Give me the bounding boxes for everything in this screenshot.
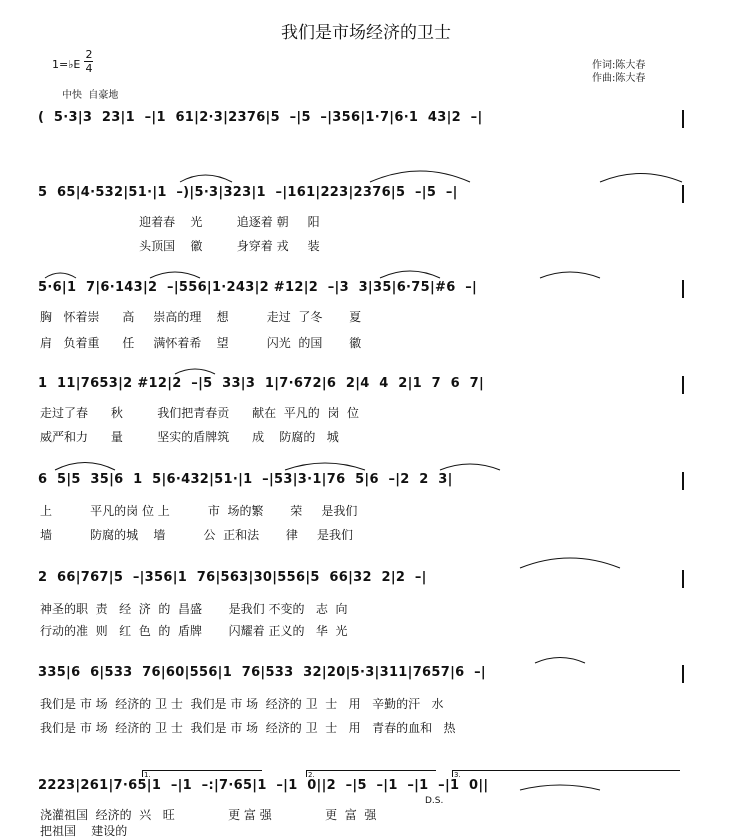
end-barline: [682, 472, 684, 490]
lyrics-verse-2: 墙 防腐的城 墙 公 正和法 律 是我们: [40, 528, 353, 542]
notes-line: ( 5·3|3 23|1 –|1 61|2·3|2376|5 –|5 –|356|1·7|6·1 43|2 –|: [38, 110, 483, 125]
lyrics-verse-1: 我们是 市 场 经济的 卫 士 我们是 市 场 经济的 卫 士 用 辛勤的汗 水: [40, 697, 444, 711]
score-system-2: [0, 185, 732, 255]
time-signature-top: 2: [85, 48, 93, 61]
notes-line: 6 5|5 35|6 1 5|6·432|51·|1 –|53|3·1|76 5|6 –|2 2 3|: [38, 472, 453, 487]
lyrics-verse-1: 胸 怀着崇 高 崇高的理 想 走过 了冬 夏: [40, 310, 362, 324]
time-signature-bottom: 4: [85, 62, 93, 75]
tempo-marking: 中快 自豪地: [62, 90, 119, 101]
score-system-1: [0, 110, 732, 150]
volta-3: 3.: [452, 770, 680, 777]
lyrics-verse-1: 走过了春 秋 我们把青春贡 献在 平凡的 岗 位: [40, 406, 359, 420]
lyrics-verse-2: 我们是 市 场 经济的 卫 士 我们是 市 场 经济的 卫 士 用 青春的血和 热: [40, 721, 456, 735]
composer-credit: 作曲:陈大春: [592, 73, 646, 84]
lyrics-verse-1: 上 平凡的岗 位 上 市 场的繁 荣 是我们: [40, 504, 358, 518]
lyrics-verse-1: 神圣的职 责 经 济 的 昌盛 是我们 不变的 志 向: [40, 602, 348, 616]
notes-line: 5 65|4·532|51·|1 –)|5·3|323|1 –|161|223|2376|5 –|5 –|: [38, 185, 458, 200]
notes-line: 335|6 6|533 76|60|556|1 76|533 32|20|5·3|311|7657|6 –|: [38, 665, 486, 680]
notes-line: 2223|261|7·65|1 –|1 –:|7·65|1 –|1 0||2 –|5 –|1 –|1 –|1 0||: [38, 778, 489, 793]
volta-2: 2.: [306, 770, 436, 777]
slur-mark: [535, 658, 585, 664]
lyrics-verse-2: 肩 负着重 任 满怀着希 望 闪光 的国 徽: [40, 336, 362, 350]
notes-line: 2 66|767|5 –|356|1 76|563|30|556|5 66|32 2|2 –|: [38, 570, 427, 585]
slur-mark: [150, 272, 200, 278]
dal-segno-mark: D.S.: [425, 796, 444, 806]
slur-mark: [175, 369, 215, 374]
slur-mark: [380, 271, 440, 278]
end-barline: [682, 570, 684, 588]
slur-mark: [540, 272, 600, 278]
slur-mark: [180, 175, 232, 182]
slur-mark: [45, 273, 76, 278]
end-barline: [682, 280, 684, 298]
end-barline: [682, 376, 684, 394]
score-system-5: [0, 472, 732, 542]
key-signature: 1=♭E: [52, 58, 81, 71]
score-system-7: [0, 665, 732, 735]
score-system-6: [0, 570, 732, 640]
slur-mark: [520, 558, 620, 568]
notes-line: 5·6|1 7|6·143|2 –|556|1·243|2 #12|2 –|3 3|35|6·75|#6 –|: [38, 280, 478, 295]
page-title: 我们是市场经济的卫士: [281, 23, 451, 43]
slur-mark: [370, 171, 470, 182]
lyrics-verse-1: 迎着春 光 追逐着 朝 阳: [40, 215, 320, 229]
end-barline: [682, 185, 684, 203]
lyricist-credit: 作词:陈大春: [592, 60, 646, 71]
slur-mark: [55, 463, 115, 471]
volta-1: 1.: [142, 770, 262, 777]
lyrics-verse-2: 行动的准 则 红 色 的 盾牌 闪耀着 正义的 华 光: [40, 624, 348, 638]
score-system-8: [0, 772, 732, 838]
notes-line: 1 11|7653|2 #12|2 –|5 33|3 1|7·672|6 2|4 4 2|1 7 6 7|: [38, 376, 485, 391]
slur-mark: [600, 174, 682, 183]
lyrics-verse-1: 浇灌祖国 经济的 兴 旺 更 富 强 更 富 强: [40, 808, 377, 822]
end-barline: [682, 665, 684, 683]
lyrics-verse-2: 头顶国 徽 身穿着 戎 装: [40, 239, 320, 253]
slur-mark: [285, 463, 365, 470]
slur-mark: [440, 464, 500, 470]
lyrics-verse-2: 把祖国 建设的: [40, 824, 128, 838]
lyrics-verse-2: 威严和力 量 坚实的盾牌筑 成 防腐的 城: [40, 430, 339, 444]
end-barline: [682, 110, 684, 128]
score-system-3: [0, 280, 732, 350]
score-system-4: [0, 376, 732, 446]
